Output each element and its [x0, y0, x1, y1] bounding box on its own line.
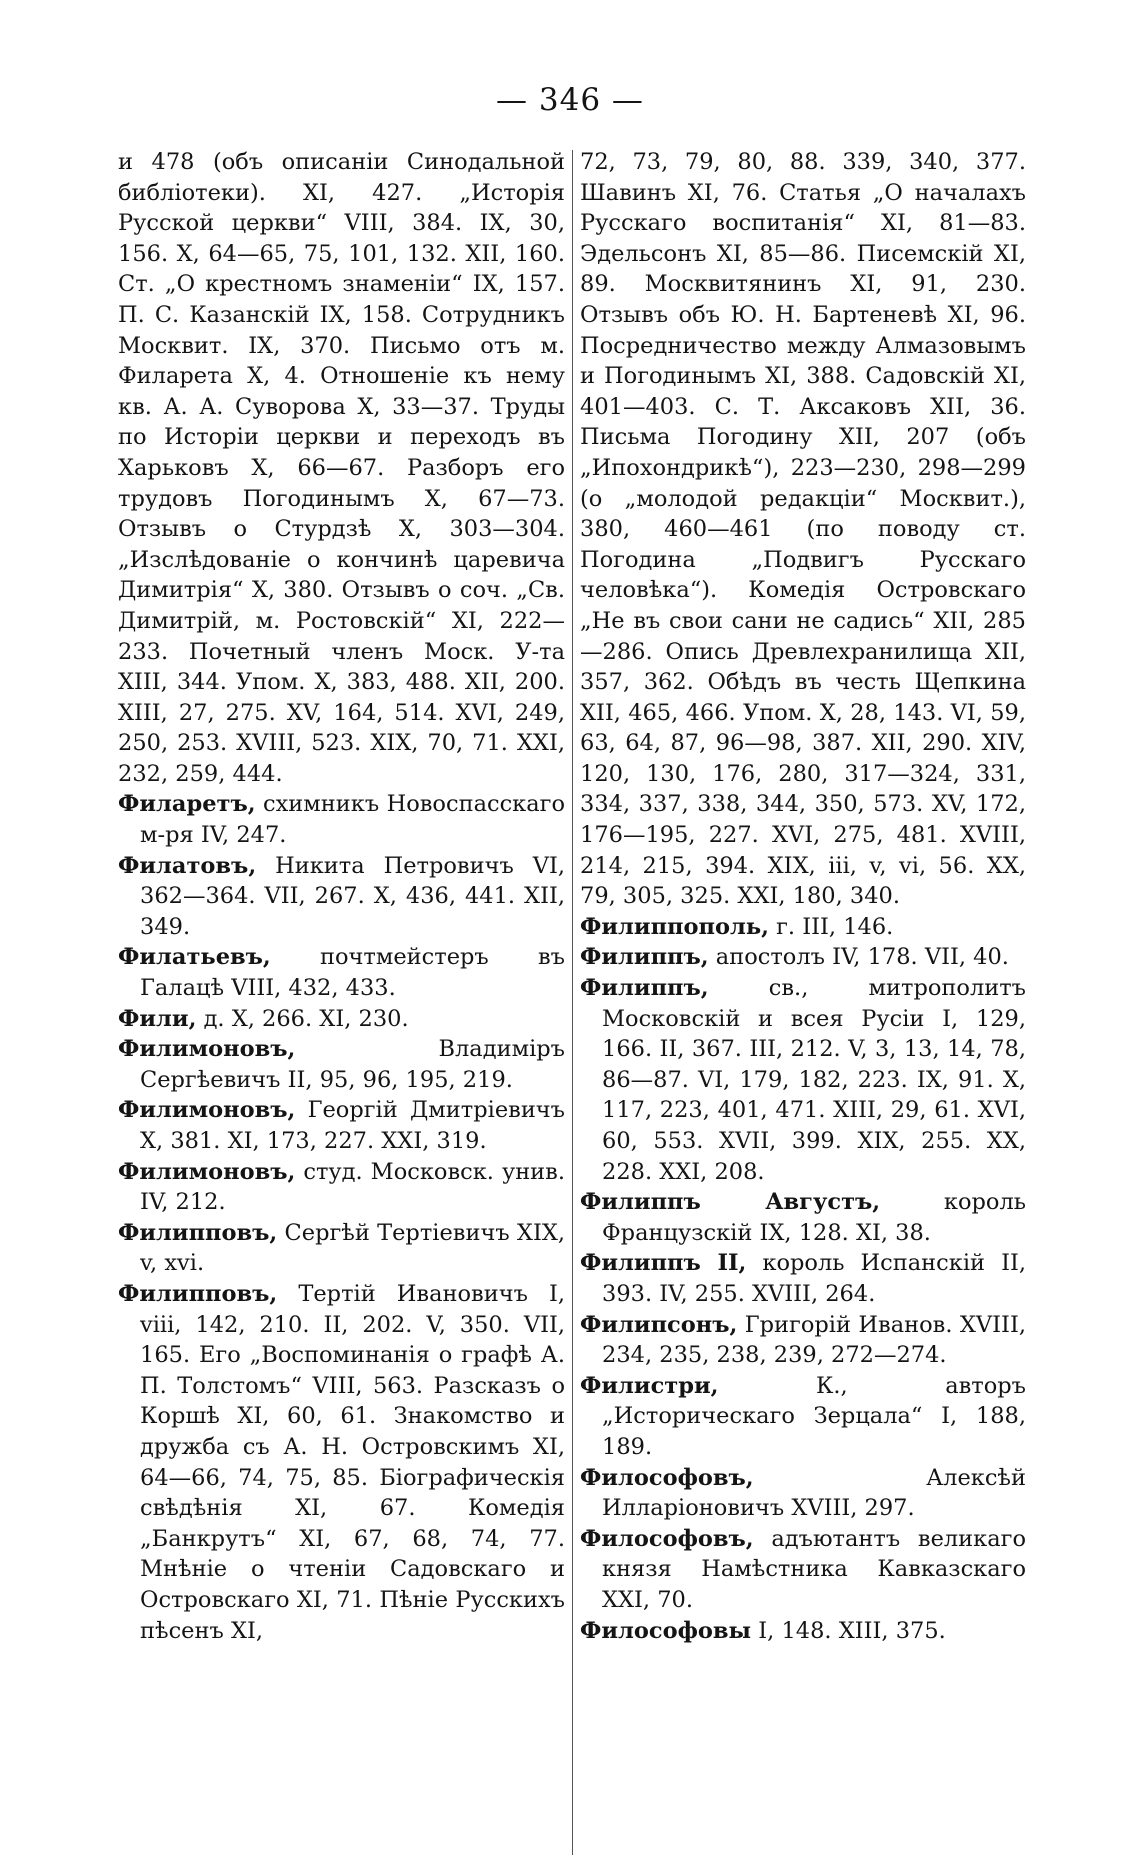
entry-text: 72, 73, 79, 80, 88. 339, 340, 377. Шавинъ XI, 76. Статья „О началахъ Русскаго воспитанія“ XI, 81—83. Эдельсонъ XI, 85—86. Писемскій XI, 89. Москвитянинъ XI, 91, 230. Отзывъ объ Ю. Н. Бартеневѣ XI, 96. Посредничество между Алмазовымъ и Погодинымъ XI, 388. Садовскій XI, 401—403. С. Т. Аксаковъ XII, 36. Письма Погодину XII, 207 (объ „Ипохондрикѣ“), 223—230, 298—299 (о „молодой редакціи“ Москвит.), 380, 460—461 (по поводу ст. Погодина „Подвигъ Русскаго человѣка“). Комедія Островскаго „Не въ свои сани не садись“ XII, 285—286. Опись Древлехранилища XII, 357, 362. Обѣдъ въ честь Щепкина XII, 465, 466. Упом. X, 28, 143. VI, 59, 63, 64, 87, 96—98, 387. XII, 290. XIV, 120, 130, 176, 280, 317—324, 331, 334, 337, 338, 344, 350, 573. XV, 172, 176—195, 227. XVI, 275, 481. XVIII, 214, 215, 394. XIX, iii, v, vi, 56. XX, 79, 305, 325. XXI, 180, 340. — [580, 149, 1026, 910]
entry-heading: Филиппъ, — [580, 944, 709, 971]
entry-text: Георгій Дмитріевичъ X, 381. XI, 173, 227. XXI, 319. — [140, 1097, 565, 1154]
entry-heading: Философовы — [580, 1617, 752, 1644]
index-entry — [580, 1463, 1026, 1524]
entry-heading: Филиппополь, — [580, 913, 769, 940]
index-entry — [580, 1310, 1026, 1371]
index-entry — [580, 147, 1026, 912]
index-entry — [580, 973, 1026, 1187]
entry-heading: Филипсонъ, — [580, 1311, 738, 1338]
entry-text: студ. Московск. унив. IV, 212. — [140, 1158, 565, 1216]
entry-text: апостолъ IV, 178. VII, 40. — [708, 944, 1009, 971]
index-entry — [580, 1371, 1026, 1463]
index-entry — [118, 1004, 565, 1035]
entry-text: король Французскій IX, 128. XI, 38. — [602, 1189, 1026, 1246]
left-column — [118, 147, 565, 1646]
entry-text: г. III, 146. — [768, 913, 894, 940]
entry-heading: Философовъ, — [580, 1525, 754, 1552]
index-entry — [580, 1187, 1026, 1248]
entry-heading: Филипповъ, — [118, 1219, 278, 1246]
entry-heading: Фили, — [118, 1005, 197, 1032]
entry-heading: Филиппъ II, — [580, 1250, 747, 1277]
index-entry — [580, 942, 1026, 973]
entry-text: адъютантъ великаго князя Намѣстника Кавказскаго XXI, 70. — [602, 1525, 1026, 1613]
entry-text: и 478 (объ описаніи Синодальной библіотеки). XI, 427. „Исторія Русской церкви“ VIII, 384. IX, 30, 156. X, 64—65, 75, 101, 132. XII, 160. Ст. „О крестномъ знаменіи“ IX, 157. П. С. Казанскій IX, 158. Сотрудникъ Москвит. IX, 370. Письмо отъ м. Филарета X, 4. Отношеніе къ нему кв. А. А. Суворова X, 33—37. Труды по Исторіи церкви и переходъ въ Харьковъ X, 66—67. Разборъ его трудовъ Погодинымъ X, 67—73. Отзывъ о Стурдзѣ X, 303—304. „Изслѣдованіе о кончинѣ царевича Димитрія“ X, 380. Отзывъ о соч. „Св. Димитрій, м. Ростовскій“ XI, 222—233. Почетный членъ Моск. У-та XIII, 344. Упом. X, 383, 488. XII, 200. XIII, 27, 275. XV, 164, 514. XVI, 249, 250, 253. XVIII, 523. XIX, 70, 71. XXI, 232, 259, 444. — [118, 149, 565, 787]
entry-text: д. X, 266. XI, 230. — [196, 1005, 409, 1032]
index-entry — [118, 1034, 565, 1095]
entry-heading: Филимоновъ, — [118, 1097, 296, 1124]
index-entry — [580, 1248, 1026, 1309]
index-entry — [118, 1157, 565, 1218]
entry-text: почтмейстеръ въ Галацѣ VIII, 432, 433. — [140, 944, 565, 1002]
entry-text: Григорій Иванов. XVIII, 234, 235, 238, 239, 272—274. — [602, 1311, 1026, 1369]
entry-text: Никита Петровичъ VI, 362—364. VII, 267. X, 436, 441. XII, 349. — [140, 852, 565, 940]
index-entry — [118, 789, 565, 850]
entry-heading: Филиппъ Августъ, — [580, 1189, 881, 1216]
entry-text: св., митрополитъ Московскій и всея Русіи I, 129, 166. II, 367. III, 212. V, 3, 13, 14, 78, 86—87. VI, 179, 182, 223. IX, 91. X, 117, 223, 401, 471. XIII, 29, 61. XVI, 60, 553. XVII, 399. XIX, 255. XX, 228. XXI, 208. — [602, 975, 1026, 1185]
entry-text: Владиміръ Сергѣевичъ II, 95, 96, 195, 219. — [140, 1036, 565, 1093]
entry-heading: Филимоновъ, — [118, 1036, 296, 1063]
index-entry — [118, 1279, 565, 1646]
entry-heading: Филаретъ, — [118, 791, 256, 818]
index-entry — [118, 147, 565, 789]
entry-heading: Философовъ, — [580, 1464, 754, 1491]
index-entry — [118, 942, 565, 1003]
entry-text: Сергѣй Тертіевичъ XIX, v, xvi. — [140, 1219, 565, 1277]
entry-text: Тертій Ивановичъ I, viii, 142, 210. II, 202. V, 350. VII, 165. Его „Воспоминанія о графѣ А. П. Толстомъ“ VIII, 563. Разсказъ о Коршѣ XI, 60, 61. Знакомство и дружба съ А. Н. Островскимъ XI, 64—66, 74, 75, 85. Біографическія свѣдѣнія XI, 67. Комедія „Банкрутъ“ XI, 67, 68, 74, 77. Мнѣніе о чтеніи Садовскаго и Островскаго XI, 71. Пѣніе Русскихъ пѣсенъ XI, — [140, 1280, 565, 1644]
page-number: — 346 — — [496, 82, 644, 118]
entry-heading: Филистри, — [580, 1372, 719, 1399]
column-divider — [572, 150, 573, 1855]
entry-text: схимникъ Новоспасскаго м-ря IV, 247. — [140, 791, 565, 849]
entry-heading: Филатьевъ, — [118, 944, 271, 971]
entry-heading: Филатовъ, — [118, 852, 257, 879]
index-entry — [118, 1095, 565, 1156]
index-entry — [118, 1218, 565, 1279]
entry-heading: Филипповъ, — [118, 1280, 278, 1307]
entry-text: король Испанскій II, 393. IV, 255. XVIII, 264. — [602, 1250, 1026, 1307]
entry-heading: Филимоновъ, — [118, 1158, 296, 1185]
index-entry — [118, 851, 565, 943]
index-entry — [580, 912, 1026, 943]
entry-text: К., авторъ „Историческаго Зерцала“ I, 188, 189. — [602, 1372, 1026, 1460]
entry-heading: Филиппъ, — [580, 975, 709, 1002]
right-column — [580, 147, 1026, 1646]
index-entry — [580, 1616, 1026, 1647]
index-entry — [580, 1524, 1026, 1616]
entry-text: Алексѣй Илларіоновичъ XVIII, 297. — [602, 1464, 1026, 1522]
entry-text: I, 148. XIII, 375. — [751, 1617, 946, 1644]
